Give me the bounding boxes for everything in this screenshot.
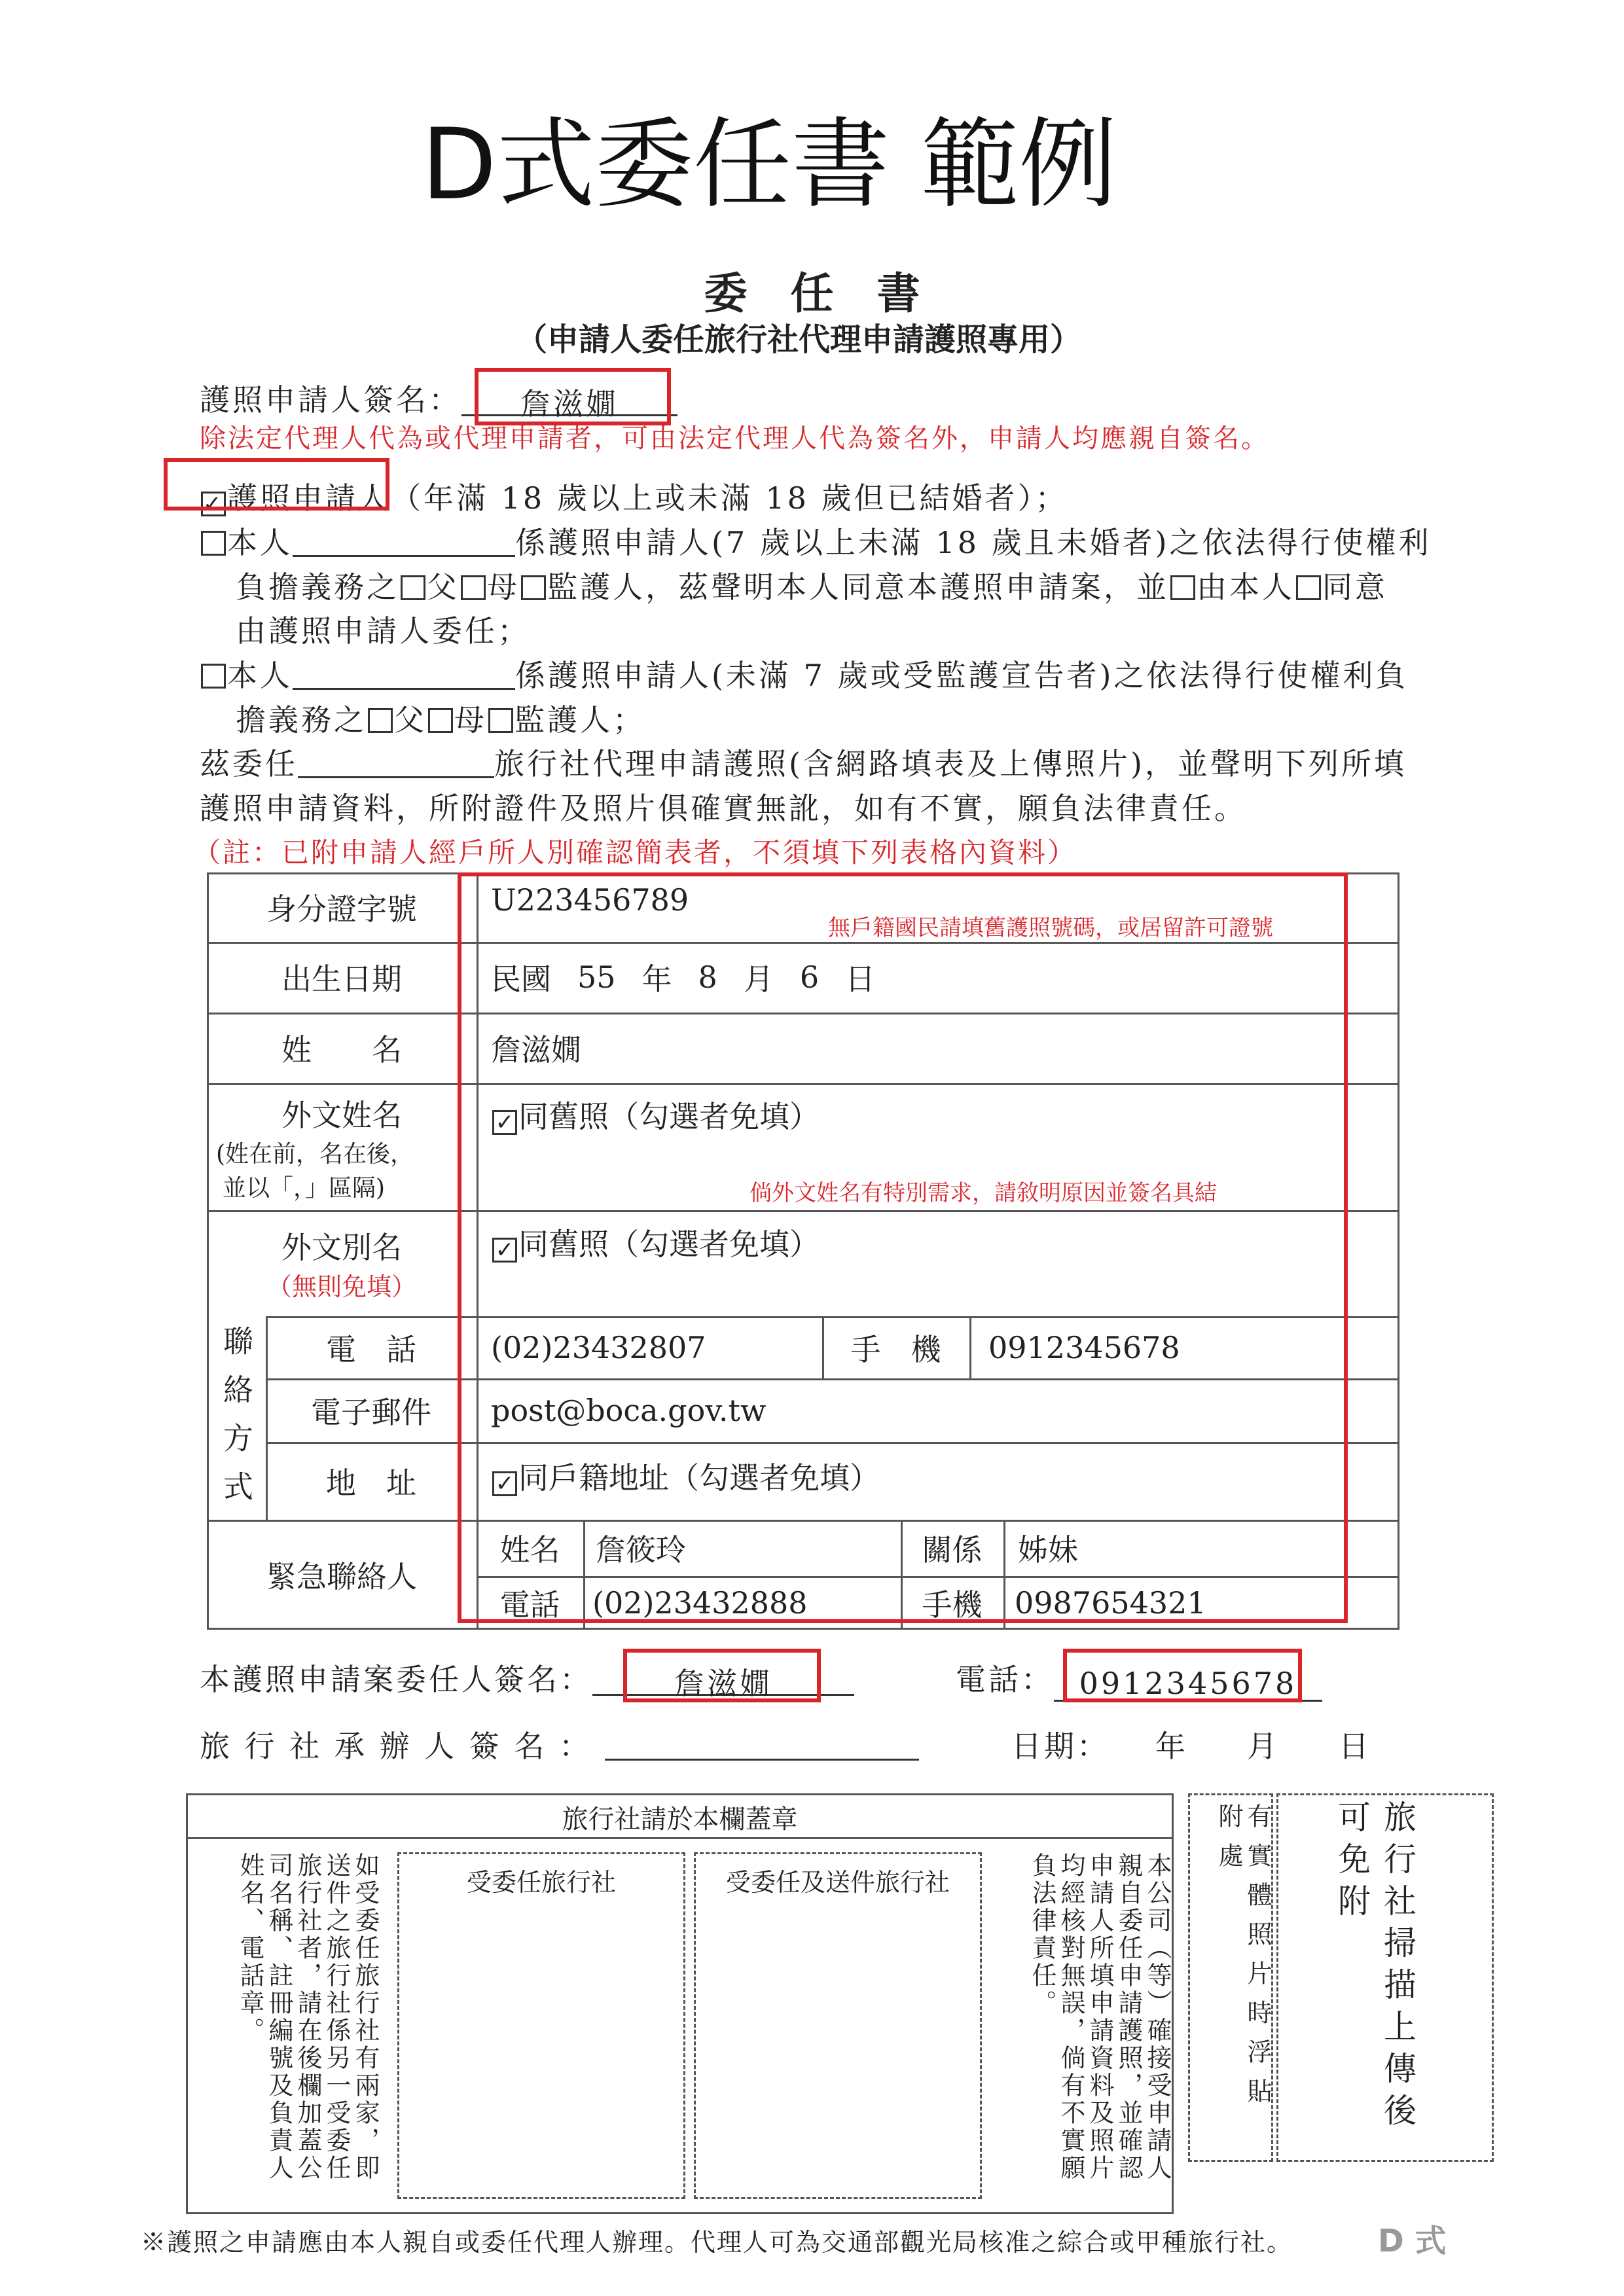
- form-note: （註：已附申請人經戶所人別確認簡表者，不須填下列表格內資料）: [193, 836, 1077, 869]
- option-label: 護照申請人: [227, 480, 391, 516]
- submitting-agency-stamp-label: 受委任及送件旅行社: [725, 1868, 950, 1897]
- option-minor-line2: [236, 564, 1388, 607]
- dob-label: 出生日期: [281, 961, 402, 997]
- foreign-name-option: 同舊照（勾選者免填）: [518, 1099, 820, 1134]
- agree-label: 同意: [1322, 569, 1388, 605]
- form-title: 委 任 書: [704, 268, 920, 319]
- dob-day-unit: 日: [845, 961, 876, 997]
- option-text: 負擔義務之: [236, 569, 399, 605]
- form-subtitle: （申請人委任旅行社代理申請護照專用）: [515, 321, 1081, 358]
- option-ward-line2: [236, 696, 645, 740]
- minor-checkbox[interactable]: [201, 531, 226, 556]
- page-title: D式委任書 範例: [421, 108, 1117, 222]
- entrust-text: 茲委任: [200, 746, 298, 781]
- self-label: 由本人: [1197, 569, 1295, 605]
- option-text: 本人: [227, 525, 293, 560]
- agent-field[interactable]: [605, 1732, 919, 1761]
- em-relation-label: 關係: [922, 1532, 983, 1568]
- mother-label: 母: [487, 569, 520, 605]
- dob-era: 民國: [491, 961, 551, 997]
- form-code: D 式: [1378, 2223, 1447, 2259]
- stamp-left-note: 如受委任旅行社有兩家，即送件之旅行社係另一受委任旅行社者，請在後欄加蓋公司名稱、註冊編號及負責人姓名、電話章。: [236, 1852, 380, 2182]
- name-blank[interactable]: [293, 662, 515, 690]
- option-minor-line3: 由護照申請人委任；: [236, 613, 530, 649]
- phone-label: 電 話: [326, 1331, 416, 1367]
- name-blank[interactable]: [293, 529, 515, 557]
- id-value[interactable]: U223456789: [491, 882, 689, 918]
- submitting-agency-stamp-box[interactable]: [694, 1852, 982, 2199]
- delegator-label: 本護照申請案委任人簽名：: [200, 1662, 592, 1697]
- guardian-label: 監護人；: [514, 702, 645, 738]
- foreign-name-hint: 並以「，」區隔): [223, 1175, 386, 1202]
- emergency-label: 緊急聯絡人: [266, 1559, 417, 1594]
- guardian-checkbox[interactable]: [488, 708, 513, 733]
- option-desc: （年滿 18 歲以上或未滿 18 歲但已結婚者）；: [391, 480, 1068, 516]
- father-checkbox[interactable]: [368, 708, 393, 733]
- signature-note: 除法定代理人代為或代理申請者，可由法定代理人代為簽名外，申請人均應親自簽名。: [200, 423, 1269, 454]
- dob-year-unit: 年: [641, 961, 672, 997]
- foreign-name-checkbox[interactable]: ✓: [492, 1110, 517, 1135]
- date-label: 日期：: [1011, 1729, 1110, 1764]
- em-mobile-value[interactable]: 0987654321: [1015, 1585, 1206, 1621]
- address-label: 地 址: [326, 1465, 416, 1501]
- phone-label: 電話：: [956, 1662, 1054, 1697]
- alias-checkbox[interactable]: ✓: [492, 1238, 517, 1263]
- ward-checkbox[interactable]: [201, 664, 226, 689]
- dob-day: 6: [799, 960, 820, 995]
- guardian-label: 監護人: [547, 569, 645, 605]
- option-text: ，茲聲明本人同意本護照申請案，並: [645, 569, 1169, 605]
- entrust-text: 旅行社代理申請護照(含網路填表及上傳照片)，並聲明下列所填: [494, 746, 1407, 781]
- foreign-name-hint: (姓在前，名在後，: [216, 1141, 414, 1168]
- mother-checkbox[interactable]: [461, 575, 486, 600]
- address-option: 同戶籍地址（勾選者免填）: [518, 1460, 880, 1496]
- name-value[interactable]: 詹滋嫺: [491, 1032, 581, 1067]
- dob-year: 55: [577, 960, 616, 995]
- id-label: 身分證字號: [266, 891, 417, 927]
- highlight-box: [475, 368, 671, 425]
- foreign-name-label: 外文姓名: [281, 1098, 402, 1133]
- dob-month: 8: [698, 960, 717, 995]
- dob-month-unit: 月: [743, 961, 774, 997]
- father-label: 父: [427, 569, 460, 605]
- applicant-checkbox[interactable]: ✓: [201, 492, 226, 516]
- address-checkbox[interactable]: ✓: [492, 1471, 517, 1496]
- entrust-line2: 護照申請資料，所附證件及照片俱確實無訛，如有不實，願負法律責任。: [200, 791, 1247, 826]
- em-mobile-label: 手機: [922, 1587, 983, 1623]
- em-phone-value[interactable]: (02)23432888: [592, 1585, 808, 1621]
- mobile-label: 手 機: [850, 1331, 941, 1367]
- highlight-box: [623, 1649, 821, 1702]
- self-checkbox[interactable]: [1170, 575, 1195, 600]
- mother-label: 母: [454, 702, 487, 738]
- date-month[interactable]: 月: [1247, 1729, 1280, 1764]
- alias-label: 外文別名: [281, 1230, 402, 1265]
- date-row: [1011, 1723, 1371, 1766]
- signature-label: 護照申請人簽名：: [200, 382, 461, 418]
- em-relation-value[interactable]: 姊妹: [1018, 1532, 1078, 1568]
- delegator-phone-value: 0912345678: [1079, 1666, 1297, 1701]
- agency-stamp-label: 受委任旅行社: [466, 1868, 616, 1897]
- option-text: 擔義務之: [236, 702, 367, 738]
- foreign-name-note: 倘外文姓名有特別需求，請敘明原因並簽名具結: [749, 1180, 1217, 1206]
- option-text: 係護照申請人(未滿 7 歲或受監護宣告者)之依法得行使權利負: [515, 658, 1409, 693]
- em-name-value[interactable]: 詹筱玲: [596, 1532, 686, 1568]
- em-phone-label: 電話: [499, 1587, 560, 1623]
- mobile-value[interactable]: 0912345678: [988, 1329, 1180, 1365]
- date-year[interactable]: 年: [1155, 1729, 1188, 1764]
- date-day[interactable]: 日: [1339, 1729, 1371, 1764]
- guardian-checkbox[interactable]: [521, 575, 546, 600]
- name-label: 姓 名: [281, 1032, 402, 1067]
- email-value[interactable]: post@boca.gov.tw: [491, 1392, 767, 1428]
- stamp-right-note: 本公司（等）確接受申請人親自委任申請護照，並確認申請人所填申請資料及照片均經核對無誤，倘有不實願負法律責任。: [1028, 1852, 1172, 2182]
- entrust-line: [200, 740, 1407, 783]
- scan-note: 旅行社掃描上傳後可免附: [1333, 1800, 1416, 2135]
- mother-checkbox[interactable]: [428, 708, 453, 733]
- agent-label: 旅 行 社 承 辦 人 簽 名 ：: [200, 1729, 592, 1764]
- email-label: 電子郵件: [311, 1394, 431, 1430]
- phone-value[interactable]: (02)23432807: [491, 1329, 706, 1365]
- highlight-box: [1063, 1649, 1302, 1702]
- agency-stamp-box[interactable]: [397, 1852, 685, 2199]
- highlight-box: [164, 458, 389, 511]
- footer-note: ※護照之申請應由本人親自或委任代理人辦理。代理人可為交通部觀光局核准之綜合或甲種旅行社。: [141, 2228, 1293, 2257]
- alias-option: 同舊照（勾選者免填）: [518, 1227, 820, 1262]
- option-minor: [200, 519, 1432, 562]
- highlight-box: [458, 872, 1348, 1623]
- father-checkbox[interactable]: [401, 575, 425, 600]
- agency-blank[interactable]: [298, 750, 494, 778]
- alias-hint: （無則免填）: [266, 1272, 416, 1301]
- stamp-header: 旅行社請於本欄蓋章: [562, 1804, 798, 1835]
- option-text: 本人: [227, 658, 293, 693]
- option-ward: [200, 652, 1408, 695]
- delegator-value: 詹滋嫺: [674, 1666, 772, 1701]
- option-text: 係護照申請人(7 歲以上未滿 18 歲且未婚者)之依法得行使權利: [515, 525, 1432, 560]
- id-note: 無戶籍國民請填舊護照號碼，或居留許可證號: [828, 915, 1273, 941]
- agree-checkbox[interactable]: [1296, 575, 1321, 600]
- signature-value: 詹滋嫺: [520, 386, 619, 422]
- agent-signature-row: [200, 1723, 919, 1766]
- contact-label: 聯絡方式: [219, 1325, 254, 1519]
- photo-note: 有實體照片時浮貼附處: [1214, 1803, 1272, 2117]
- father-label: 父: [394, 702, 427, 738]
- em-name-label: 姓名: [499, 1532, 560, 1568]
